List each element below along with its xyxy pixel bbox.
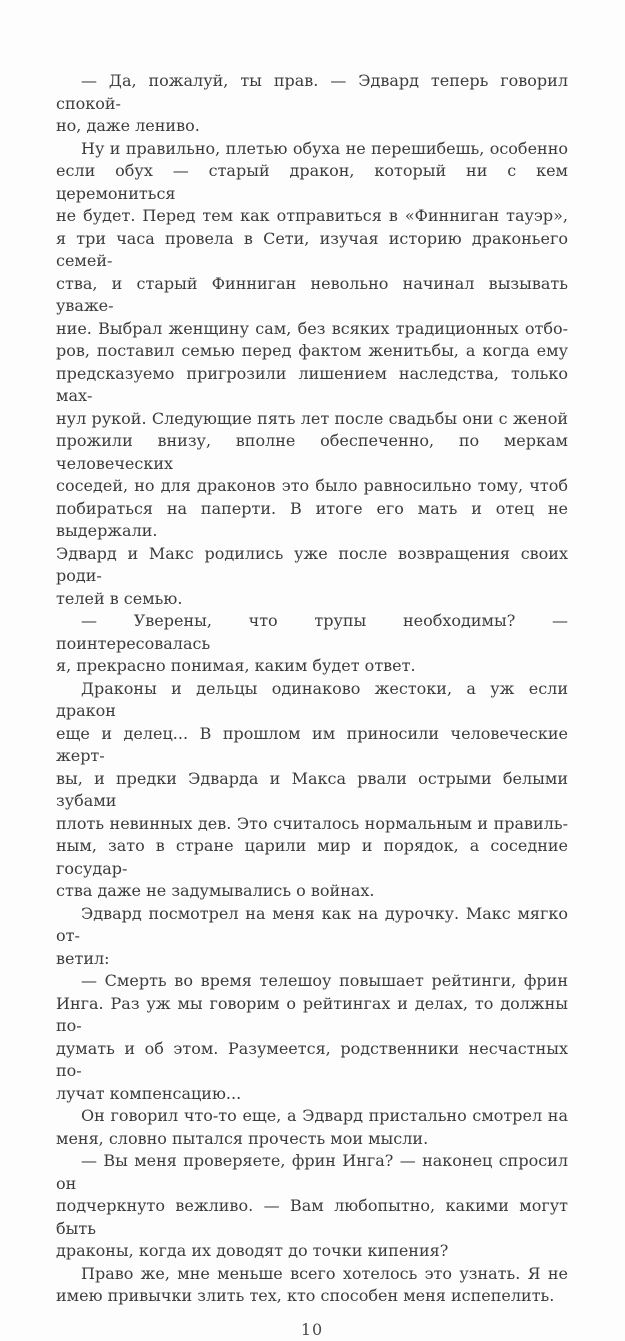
- text-line: меня, словно пытался прочесть мои мысли.: [56, 1128, 568, 1151]
- text-line: плоть невинных дев. Это считалось нормальным и правиль-: [56, 813, 568, 836]
- text-line: драконы, когда их доводят до точки кипения?: [56, 1240, 568, 1263]
- paragraph: [56, 610, 568, 678]
- text-line: Эдвард посмотрел на меня как на дурочку. Макс мягко от-: [56, 903, 568, 948]
- text-line: ветил:: [56, 948, 568, 971]
- paragraph: [56, 903, 568, 971]
- text-line: не будет. Перед тем как отправиться в «Финниган тауэр»,: [56, 205, 568, 228]
- text-line: ства, и старый Финниган невольно начинал вызывать уваже-: [56, 273, 568, 318]
- text-line: телей в семью.: [56, 588, 568, 611]
- text-line: — Вы меня проверяете, фрин Инга? — наконец спросил он: [56, 1150, 568, 1195]
- text-line: подчеркнуто вежливо. — Вам любопытно, какими могут быть: [56, 1195, 568, 1240]
- paragraph: [56, 1105, 568, 1150]
- text-line: думать и об этом. Разумеется, родственники несчастных по-: [56, 1038, 568, 1083]
- text-line: вы, и предки Эдварда и Макса рвали острыми белыми зубами: [56, 768, 568, 813]
- paragraph: [56, 138, 568, 611]
- paragraph: [56, 678, 568, 903]
- text-line: Инга. Раз уж мы говорим о рейтингах и делах, то должны по-: [56, 993, 568, 1038]
- text-line: Эдвард и Макс родились уже после возвращения своих роди-: [56, 543, 568, 588]
- paragraph: [56, 1263, 568, 1308]
- text-line: Право же, мне меньше всего хотелось это узнать. Я не: [56, 1263, 568, 1286]
- page-text: [56, 70, 568, 1308]
- text-line: прожили внизу, вполне обеспеченно, по меркам человеческих: [56, 430, 568, 475]
- text-line: но, даже лениво.: [56, 115, 568, 138]
- text-line: лучат компенсацию...: [56, 1083, 568, 1106]
- text-line: соседей, но для драконов это было равносильно тому, чтоб: [56, 475, 568, 498]
- text-line: — Уверены, что трупы необходимы? — поинтересовалась: [56, 610, 568, 655]
- text-line: Драконы и дельцы одинаково жестоки, а уж если дракон: [56, 678, 568, 723]
- text-line: ние. Выбрал женщину сам, без всяких традиционных отбо-: [56, 318, 568, 341]
- paragraph: [56, 70, 568, 138]
- text-line: еще и делец... В прошлом им приносили человеческие жерт-: [56, 723, 568, 768]
- text-line: ным, зато в стране царили мир и порядок, а соседние государ-: [56, 835, 568, 880]
- text-line: — Да, пожалуй, ты прав. — Эдвард теперь говорил спокой-: [56, 70, 568, 115]
- text-line: побираться на паперти. В итоге его мать и отец не выдержали.: [56, 498, 568, 543]
- text-line: Ну и правильно, плетью обуха не перешибешь, особенно: [56, 138, 568, 161]
- text-line: — Смерть во время телешоу повышает рейтинги, фрин: [56, 970, 568, 993]
- text-line: если обух — старый дракон, который ни с кем церемониться: [56, 160, 568, 205]
- text-line: имею привычки злить тех, кто способен меня испепелить.: [56, 1285, 568, 1308]
- text-line: предсказуемо пригрозили лишением наследства, только мах-: [56, 363, 568, 408]
- text-line: ров, поставил семью перед фактом женитьбы, а когда ему: [56, 340, 568, 363]
- page-number: 10: [56, 1319, 568, 1341]
- text-line: я три часа провела в Сети, изучая историю драконьего семей-: [56, 228, 568, 273]
- text-line: Он говорил что-то еще, а Эдвард пристально смотрел на: [56, 1105, 568, 1128]
- text-line: нул рукой. Следующие пять лет после свадьбы они с женой: [56, 408, 568, 431]
- paragraph: [56, 970, 568, 1105]
- text-line: я, прекрасно понимая, каким будет ответ.: [56, 655, 568, 678]
- text-line: ства даже не задумывались о войнах.: [56, 880, 568, 903]
- paragraph: [56, 1150, 568, 1263]
